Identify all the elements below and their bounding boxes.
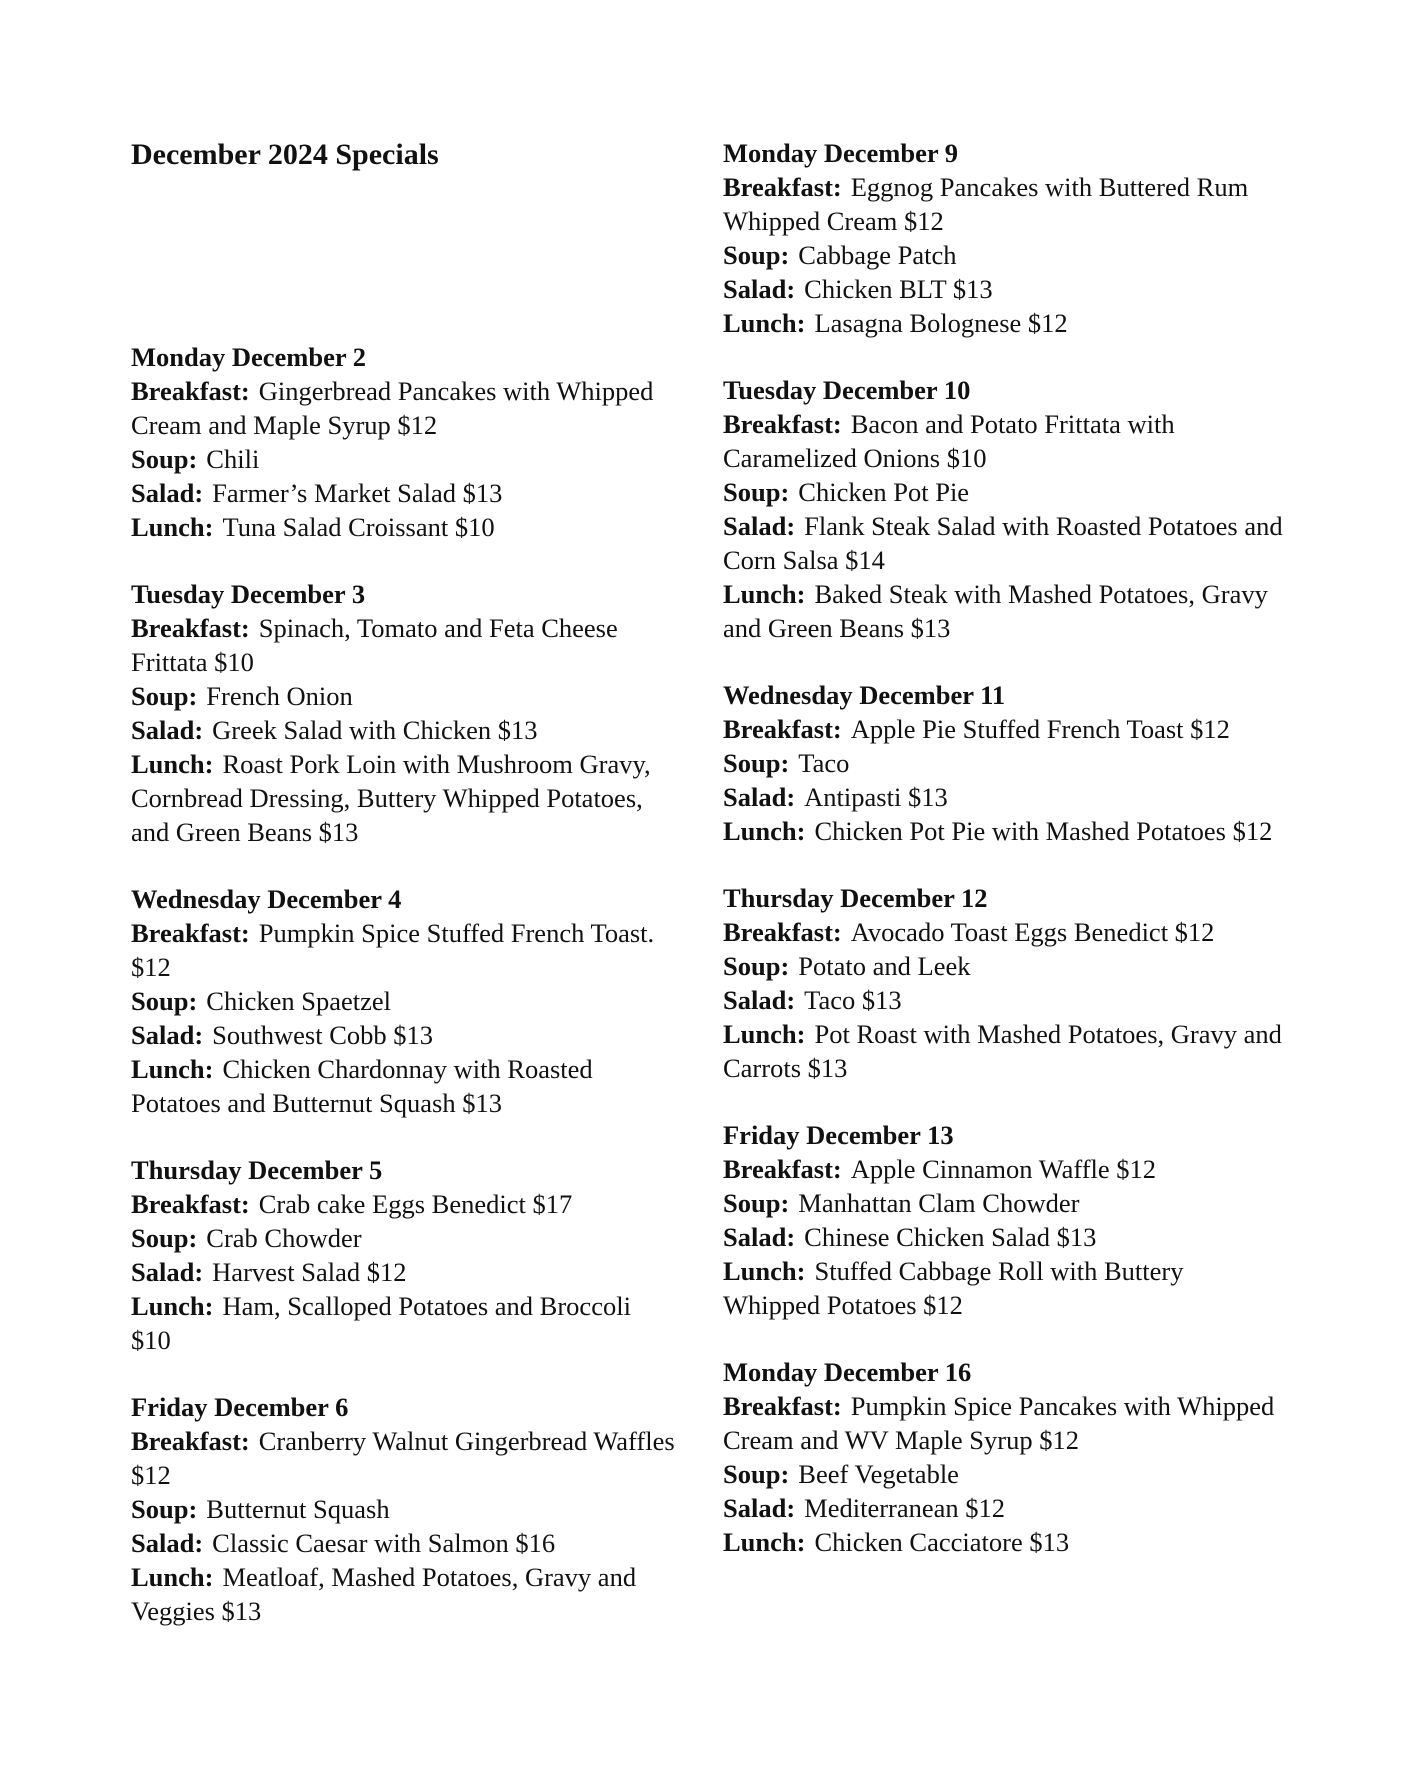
lunch-label: Lunch: xyxy=(723,1019,806,1049)
salad-line xyxy=(131,713,676,747)
lunch-item: Meatloaf, Mashed Potatoes, Gravy and Veggies $13 xyxy=(131,1562,637,1626)
lunch-label: Lunch: xyxy=(131,1291,214,1321)
breakfast-label: Breakfast: xyxy=(131,613,250,643)
soup-item: Beef Vegetable xyxy=(798,1459,959,1489)
lunch-label: Lunch: xyxy=(723,1256,806,1286)
soup-item: Butternut Squash xyxy=(206,1494,390,1524)
lunch-line xyxy=(131,510,676,544)
lunch-line xyxy=(723,1254,1283,1322)
salad-line xyxy=(131,1526,676,1560)
lunch-item: Tuna Salad Croissant $10 xyxy=(222,512,495,542)
day-block xyxy=(131,1390,676,1628)
breakfast-item: Gingerbread Pancakes with Whipped Cream and Maple Syrup $12 xyxy=(131,376,654,440)
salad-label: Salad: xyxy=(723,511,796,541)
soup-line xyxy=(723,949,1283,983)
day-heading: Monday December 9 xyxy=(723,138,959,168)
lunch-line xyxy=(723,306,1283,340)
salad-label: Salad: xyxy=(131,1020,204,1050)
soup-line xyxy=(131,679,676,713)
soup-line xyxy=(723,1186,1283,1220)
soup-line xyxy=(131,442,676,476)
day-heading: Friday December 6 xyxy=(131,1392,349,1422)
day-heading: Tuesday December 10 xyxy=(723,375,971,405)
day-heading: Wednesday December 4 xyxy=(131,884,402,914)
breakfast-item: Eggnog Pancakes with Buttered Rum Whipped Cream $12 xyxy=(723,172,1249,236)
salad-item: Flank Steak Salad with Roasted Potatoes and Corn Salsa $14 xyxy=(723,511,1283,575)
salad-label: Salad: xyxy=(723,782,796,812)
day-block xyxy=(723,881,1283,1085)
left-column xyxy=(131,0,676,1661)
breakfast-item: Pumpkin Spice Stuffed French Toast. $12 xyxy=(131,918,655,982)
day-block xyxy=(131,340,676,544)
breakfast-line xyxy=(723,1152,1283,1186)
breakfast-line xyxy=(131,374,676,442)
soup-label: Soup: xyxy=(131,681,198,711)
breakfast-label: Breakfast: xyxy=(131,1189,250,1219)
salad-label: Salad: xyxy=(131,1257,204,1287)
breakfast-line xyxy=(723,170,1283,238)
soup-label: Soup: xyxy=(723,1459,790,1489)
lunch-line xyxy=(723,577,1283,645)
breakfast-label: Breakfast: xyxy=(131,918,250,948)
soup-label: Soup: xyxy=(131,986,198,1016)
salad-item: Greek Salad with Chicken $13 xyxy=(212,715,538,745)
salad-line xyxy=(131,1018,676,1052)
soup-label: Soup: xyxy=(723,748,790,778)
lunch-line xyxy=(131,1052,676,1120)
breakfast-label: Breakfast: xyxy=(723,917,842,947)
lunch-line xyxy=(723,1017,1283,1085)
salad-item: Chicken BLT $13 xyxy=(804,274,993,304)
soup-line xyxy=(723,746,1283,780)
day-block xyxy=(723,373,1283,645)
soup-line xyxy=(723,1457,1283,1491)
breakfast-line xyxy=(131,1187,676,1221)
salad-item: Classic Caesar with Salmon $16 xyxy=(212,1528,556,1558)
salad-line xyxy=(131,1255,676,1289)
soup-line xyxy=(131,984,676,1018)
salad-label: Salad: xyxy=(131,478,204,508)
lunch-label: Lunch: xyxy=(723,308,806,338)
lunch-label: Lunch: xyxy=(131,1054,214,1084)
lunch-line xyxy=(131,1560,676,1628)
breakfast-label: Breakfast: xyxy=(723,1391,842,1421)
lunch-label: Lunch: xyxy=(131,749,214,779)
breakfast-label: Breakfast: xyxy=(723,1154,842,1184)
salad-item: Antipasti $13 xyxy=(804,782,948,812)
lunch-item: Baked Steak with Mashed Potatoes, Gravy and Green Beans $13 xyxy=(723,579,1268,643)
lunch-item: Chicken Pot Pie with Mashed Potatoes $12 xyxy=(814,816,1273,846)
day-block xyxy=(723,1355,1283,1559)
soup-item: Chicken Pot Pie xyxy=(798,477,970,507)
lunch-item: Chicken Chardonnay with Roasted Potatoes and Butternut Squash $13 xyxy=(131,1054,593,1118)
lunch-line xyxy=(723,814,1283,848)
day-block xyxy=(131,577,676,849)
soup-label: Soup: xyxy=(723,951,790,981)
lunch-line xyxy=(723,1525,1283,1559)
salad-line xyxy=(723,272,1283,306)
day-heading: Monday December 2 xyxy=(131,342,367,372)
lunch-line xyxy=(131,1289,676,1357)
soup-item: Cabbage Patch xyxy=(798,240,957,270)
day-block xyxy=(131,1153,676,1357)
soup-item: Crab Chowder xyxy=(206,1223,362,1253)
breakfast-label: Breakfast: xyxy=(723,409,842,439)
salad-label: Salad: xyxy=(723,1222,796,1252)
right-column xyxy=(723,0,1283,1592)
breakfast-line xyxy=(723,407,1283,475)
lunch-line xyxy=(131,747,676,849)
lunch-item: Chicken Cacciatore $13 xyxy=(814,1527,1070,1557)
day-block xyxy=(723,678,1283,848)
page-title: December 2024 Specials xyxy=(131,138,439,171)
soup-item: French Onion xyxy=(206,681,353,711)
soup-label: Soup: xyxy=(723,477,790,507)
soup-line xyxy=(131,1221,676,1255)
salad-line xyxy=(723,983,1283,1017)
breakfast-label: Breakfast: xyxy=(131,1426,250,1456)
lunch-item: Roast Pork Loin with Mushroom Gravy, Cornbread Dressing, Buttery Whipped Potatoes, and Green Beans $13 xyxy=(131,749,651,847)
soup-label: Soup: xyxy=(131,1223,198,1253)
soup-label: Soup: xyxy=(131,1494,198,1524)
soup-line xyxy=(131,1492,676,1526)
salad-line xyxy=(723,1220,1283,1254)
day-heading: Friday December 13 xyxy=(723,1120,954,1150)
day-heading: Wednesday December 11 xyxy=(723,680,1006,710)
breakfast-line xyxy=(131,916,676,984)
salad-label: Salad: xyxy=(723,1493,796,1523)
day-heading: Monday December 16 xyxy=(723,1357,972,1387)
soup-line xyxy=(723,238,1283,272)
lunch-label: Lunch: xyxy=(723,1527,806,1557)
lunch-label: Lunch: xyxy=(131,512,214,542)
breakfast-item: Apple Cinnamon Waffle $12 xyxy=(850,1154,1157,1184)
salad-item: Chinese Chicken Salad $13 xyxy=(804,1222,1097,1252)
soup-item: Chicken Spaetzel xyxy=(206,986,391,1016)
lunch-item: Lasagna Bolognese $12 xyxy=(814,308,1068,338)
day-block xyxy=(723,1118,1283,1322)
soup-item: Taco xyxy=(798,748,850,778)
soup-item: Manhattan Clam Chowder xyxy=(798,1188,1080,1218)
soup-item: Chili xyxy=(206,444,260,474)
day-block xyxy=(131,882,676,1120)
breakfast-item: Cranberry Walnut Gingerbread Waffles $12 xyxy=(131,1426,675,1490)
salad-label: Salad: xyxy=(723,274,796,304)
breakfast-line xyxy=(723,1389,1283,1457)
breakfast-item: Pumpkin Spice Pancakes with Whipped Cream and WV Maple Syrup $12 xyxy=(723,1391,1275,1455)
salad-line xyxy=(723,780,1283,814)
salad-label: Salad: xyxy=(131,715,204,745)
day-heading: Thursday December 5 xyxy=(131,1155,383,1185)
breakfast-item: Crab cake Eggs Benedict $17 xyxy=(258,1189,573,1219)
salad-line xyxy=(723,1491,1283,1525)
breakfast-item: Bacon and Potato Frittata with Caramelized Onions $10 xyxy=(723,409,1175,473)
lunch-label: Lunch: xyxy=(131,1562,214,1592)
breakfast-line xyxy=(131,611,676,679)
soup-label: Soup: xyxy=(723,1188,790,1218)
salad-label: Salad: xyxy=(131,1528,204,1558)
breakfast-item: Spinach, Tomato and Feta Cheese Frittata $10 xyxy=(131,613,618,677)
breakfast-label: Breakfast: xyxy=(723,714,842,744)
salad-item: Mediterranean $12 xyxy=(804,1493,1006,1523)
breakfast-line xyxy=(723,915,1283,949)
soup-item: Potato and Leek xyxy=(798,951,971,981)
salad-item: Southwest Cobb $13 xyxy=(212,1020,434,1050)
breakfast-line xyxy=(131,1424,676,1492)
lunch-item: Stuffed Cabbage Roll with Buttery Whipped Potatoes $12 xyxy=(723,1256,1184,1320)
breakfast-item: Avocado Toast Eggs Benedict $12 xyxy=(850,917,1215,947)
salad-line xyxy=(131,476,676,510)
salad-label: Salad: xyxy=(723,985,796,1015)
lunch-item: Ham, Scalloped Potatoes and Broccoli $10 xyxy=(131,1291,631,1355)
lunch-label: Lunch: xyxy=(723,816,806,846)
breakfast-item: Apple Pie Stuffed French Toast $12 xyxy=(850,714,1230,744)
soup-label: Soup: xyxy=(131,444,198,474)
day-heading: Thursday December 12 xyxy=(723,883,988,913)
soup-label: Soup: xyxy=(723,240,790,270)
salad-line xyxy=(723,509,1283,577)
day-block xyxy=(723,136,1283,340)
salad-item: Farmer’s Market Salad $13 xyxy=(212,478,503,508)
lunch-item: Pot Roast with Mashed Potatoes, Gravy and Carrots $13 xyxy=(723,1019,1282,1083)
day-heading: Tuesday December 3 xyxy=(131,579,366,609)
lunch-label: Lunch: xyxy=(723,579,806,609)
soup-line xyxy=(723,475,1283,509)
breakfast-label: Breakfast: xyxy=(131,376,250,406)
breakfast-label: Breakfast: xyxy=(723,172,842,202)
breakfast-line xyxy=(723,712,1283,746)
salad-item: Harvest Salad $12 xyxy=(212,1257,407,1287)
salad-item: Taco $13 xyxy=(804,985,902,1015)
